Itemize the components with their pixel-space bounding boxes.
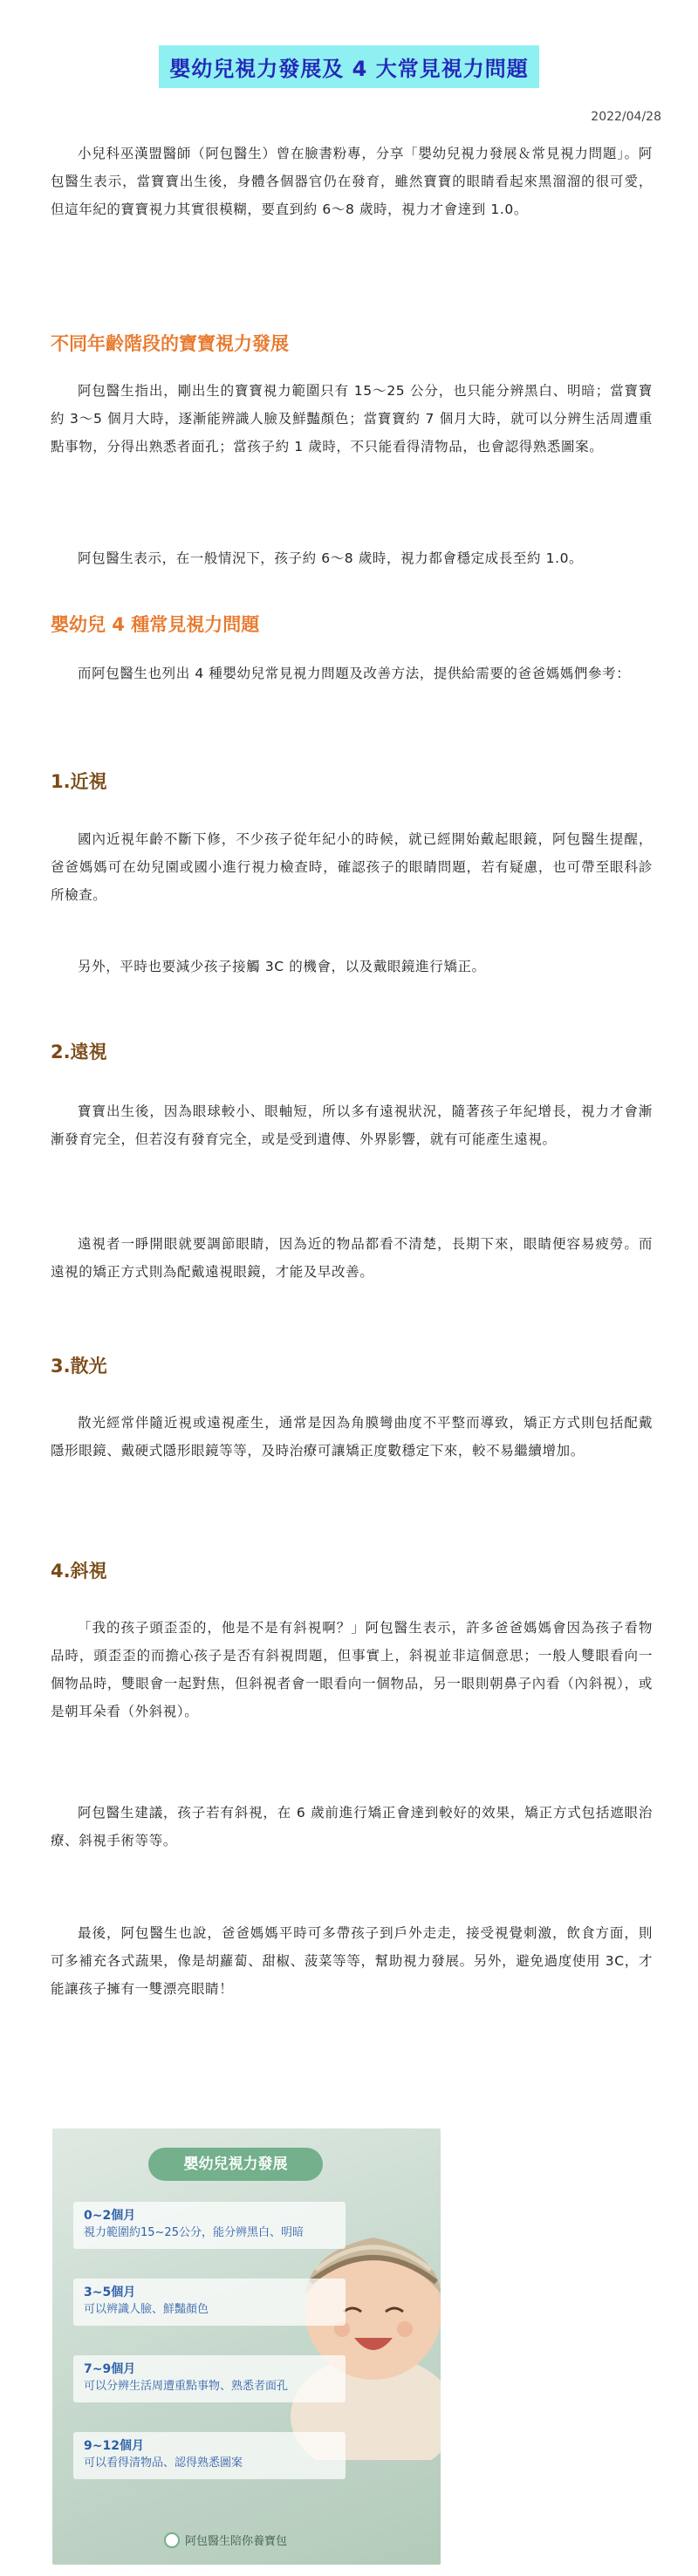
strabismus-paragraph-3: 最後，阿包醫生也說，爸爸媽媽平時可多帶孩子到戶外走走，接受視覺刺激，飲食方面，則可多補充各式蔬果，像是胡蘿蔔、甜椒、菠菜等等，幫助視力發展。另外，避免過度使用 3C，才能讓孩子擁有一雙漂亮眼睛！ xyxy=(51,1925,653,1997)
stage-item xyxy=(73,2202,346,2249)
stage-description: 可以看得清物品、認得熟悉圖案 xyxy=(84,2456,243,2470)
myopia-paragraph-2: 另外，平時也要減少孩子接觸 3C 的機會，以及戴眼鏡進行矯正。 xyxy=(78,959,486,974)
heading-strabismus: 4.斜視 xyxy=(51,1561,107,1582)
intro-paragraph: 小兒科巫漢盟醫師（阿包醫生）曾在臉書粉專，分享「嬰幼兒視力發展＆常見視力問題」。阿包醫生表示，當寶寶出生後，身體各個器官仍在發育，雖然寶寶的眼睛看起來黑溜溜的很可愛，但這年紀的寶寶視力其實很模糊，要直到約 6～8 歲時，視力才會達到 1.0。 xyxy=(51,146,653,217)
stage-item xyxy=(73,2279,346,2326)
title-wrap xyxy=(0,45,698,88)
hyperopia-paragraph-2: 遠視者一睜開眼就要調節眼睛，因為近的物品都看不清楚，長期下來，眼睛便容易疲勞。而遠視的矯正方式則為配戴遠視眼鏡，才能及早改善。 xyxy=(51,1236,653,1280)
section-heading-problems: 嬰幼兒 4 種常見視力問題 xyxy=(51,614,260,635)
astigmatism-paragraph-1: 散光經常伴隨近視或遠視產生，通常是因為角膜彎曲度不平整而導致，矯正方式則包括配戴隱形眼鏡、戴硬式隱形眼鏡等等，及時治療可讓矯正度數穩定下來，較不易繼續增加。 xyxy=(51,1415,653,1459)
infographic-title: 嬰幼兒視力發展 xyxy=(148,2148,323,2181)
article-title: 嬰幼兒視力發展及 4 大常見視力問題 xyxy=(159,45,538,88)
heading-hyperopia: 2.遠視 xyxy=(51,1042,107,1063)
stage-item xyxy=(73,2355,346,2402)
infographic-footer xyxy=(164,2532,287,2548)
strabismus-paragraph-1: 「我的孩子頭歪歪的，他是不是有斜視啊？」阿包醫生表示，許多爸爸媽媽會因為孩子看物品時，頭歪歪的而擔心孩子是否有斜視問題，但事實上，斜視並非這個意思；一般人雙眼看向一個物品時，雙眼會一起對焦，但斜視者會一眼看向一個物品，另一眼則朝鼻子內看（內斜視），或是朝耳朵看（外斜視）。 xyxy=(51,1620,653,1719)
development-paragraph-1: 阿包醫生指出，剛出生的寶寶視力範圍只有 15～25 公分，也只能分辨黑白、明暗；當寶寶約 3～5 個月大時，逐漸能辨識人臉及鮮豔顏色；當寶寶約 7 個月大時，就可以分辨生活周遭重點事物，分得出熟悉者面孔；當孩子約 1 歲時，不只能看得清物品，也會認得熟悉圖案。 xyxy=(51,383,653,454)
stage-label: 3~5個月 xyxy=(84,2286,136,2299)
heading-astigmatism: 3.散光 xyxy=(51,1356,107,1377)
strabismus-paragraph-2: 阿包醫生建議，孩子若有斜視，在 6 歲前進行矯正會達到較好的效果，矯正方式包括遮眼治療、斜視手術等等。 xyxy=(51,1805,653,1848)
infographic-footer-text: 阿包醫生陪你養寶包 xyxy=(185,2535,288,2548)
development-paragraph-2: 阿包醫生表示，在一般情況下，孩子約 6～8 歲時，視力都會穩定成長至約 1.0。 xyxy=(78,550,584,566)
stage-description: 可以辨識人臉、鮮豔顏色 xyxy=(84,2303,209,2316)
publish-date: 2022/04/28 xyxy=(591,110,661,124)
stage-item xyxy=(73,2432,346,2479)
stage-label: 9~12個月 xyxy=(84,2439,144,2453)
infographic-vision-development xyxy=(52,2128,441,2565)
stage-label: 7~9個月 xyxy=(84,2362,136,2376)
hyperopia-paragraph-1: 寶寶出生後，因為眼球較小、眼軸短，所以多有遠視狀況，隨著孩子年紀增長，視力才會漸漸發育完全，但若沒有發育完全，或是受到遺傳、外界影響，就有可能產生遠視。 xyxy=(51,1104,653,1147)
heading-myopia: 1.近視 xyxy=(51,771,107,792)
myopia-paragraph-1: 國內近視年齡不斷下修，不少孩子從年紀小的時候，就已經開始戴起眼鏡，阿包醫生提醒，爸爸媽媽可在幼兒園或國小進行視力檢查時，確認孩子的眼睛問題，若有疑慮，也可帶至眼科診所檢查。 xyxy=(51,831,653,903)
baby-face-icon xyxy=(164,2532,180,2548)
stage-description: 可以分辨生活周遭重點事物、熟悉者面孔 xyxy=(84,2380,289,2393)
stage-description: 視力範圍約15~25公分，能分辨黑白、明暗 xyxy=(84,2226,304,2239)
problems-intro-paragraph: 而阿包醫生也列出 4 種嬰幼兒常見視力問題及改善方法，提供給需要的爸爸媽媽們參考： xyxy=(78,666,631,681)
section-heading-development: 不同年齡階段的寶寶視力發展 xyxy=(51,333,289,354)
stage-label: 0~2個月 xyxy=(84,2209,136,2223)
